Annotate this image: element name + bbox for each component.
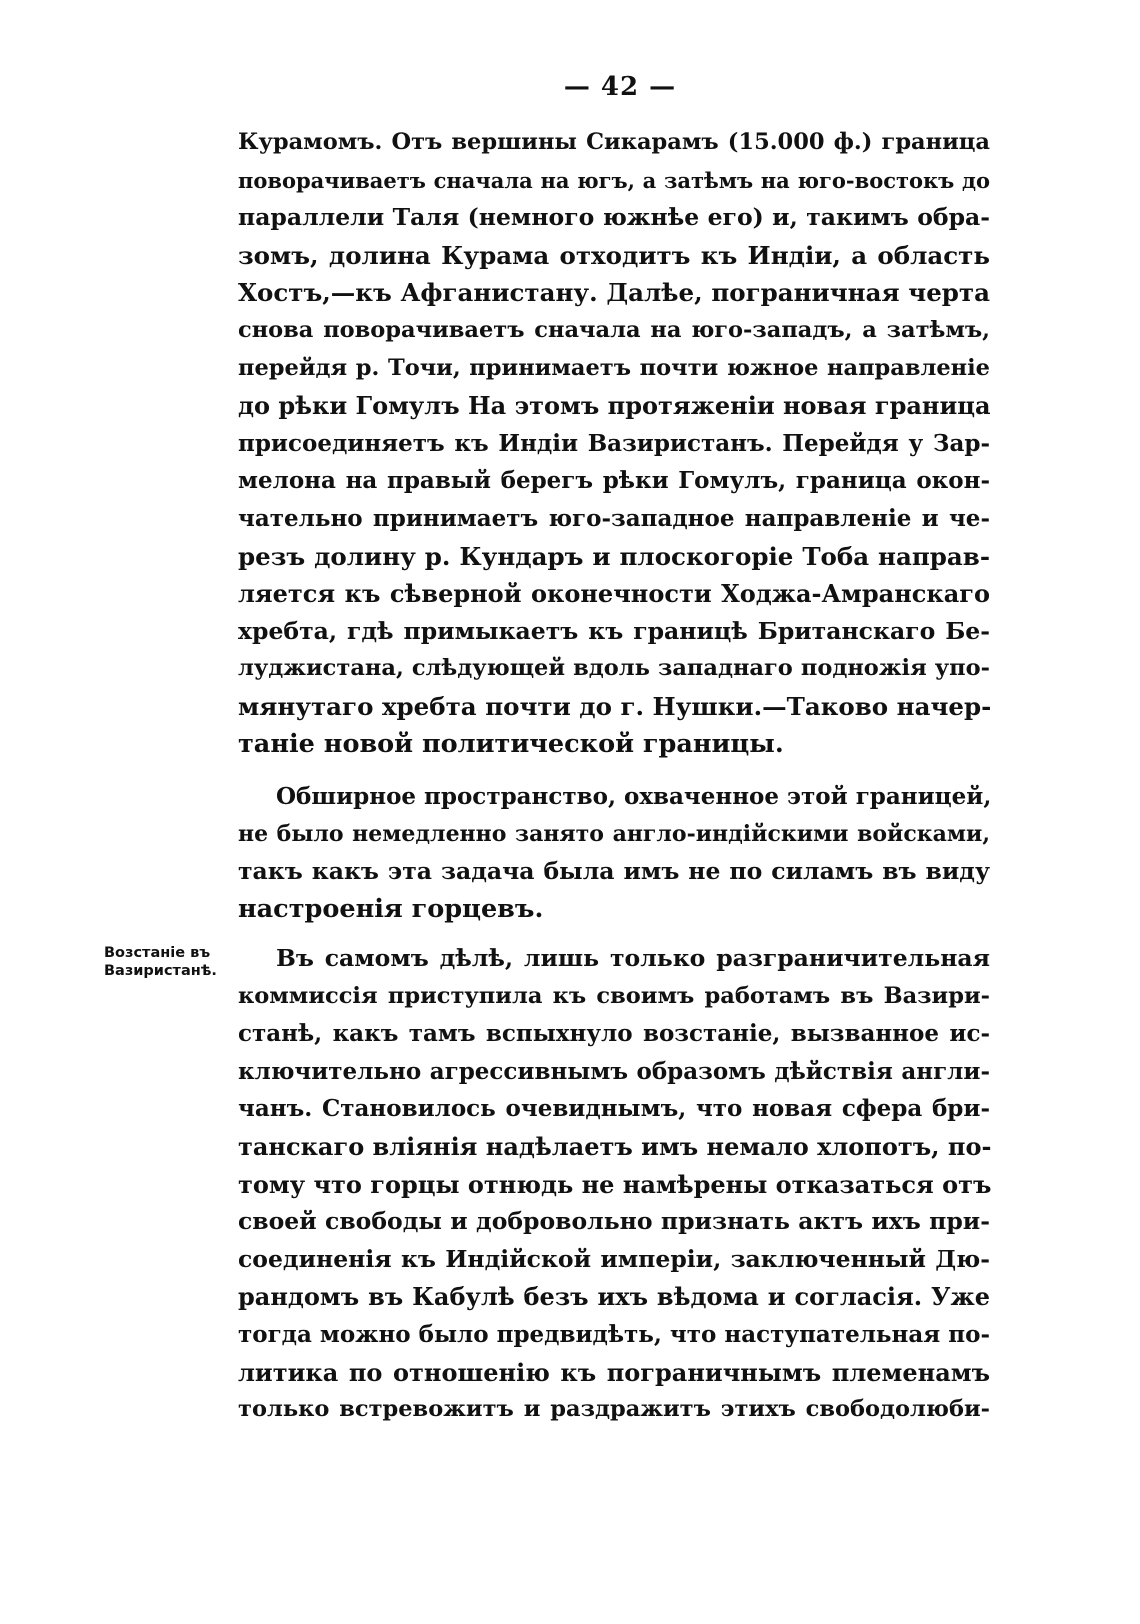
- text-line: мелона на правый берегъ рѣки Гомулъ, граница окон-: [238, 467, 990, 495]
- text-line: Курамомъ. Отъ вершины Сикарамъ (15.000 ф.) граница: [238, 129, 990, 155]
- text-line: Въ самомъ дѣлѣ, лишь только разграничительная: [276, 944, 990, 972]
- text-line: только встревожитъ и раздражитъ этихъ свободолюби-: [238, 1396, 990, 1423]
- text-line: не было немедленно занято англо-индійскими войсками,: [238, 820, 990, 847]
- text-line: станѣ, какъ тамъ вспыхнуло возстаніе, вызванное ис-: [238, 1020, 990, 1048]
- text-line: ключительно агрессивнымъ образомъ дѣйствія англи-: [238, 1057, 990, 1085]
- text-line: чательно принимаетъ юго-западное направленіе и че-: [238, 504, 990, 532]
- text-line: такъ какъ эта задача была имъ не по силамъ въ виду: [238, 857, 990, 886]
- text-line: тогда можно было предвидѣть, что наступательная по-: [238, 1320, 990, 1348]
- paragraph-3: [238, 940, 990, 1429]
- text-line: до рѣки Гомулъ На этомъ протяженіи новая граница: [238, 391, 991, 421]
- text-line: литика по отношенію къ пограничнымъ племенамъ: [238, 1357, 990, 1387]
- text-line: чанъ. Становилось очевиднымъ, что новая сфера бри-: [238, 1095, 990, 1123]
- text-line: присоединяетъ къ Индіи Вазиристанъ. Перейдя у Зар-: [238, 429, 990, 457]
- text-line: резъ долину р. Кундаръ и плоскогоріе Тоба направ-: [238, 541, 990, 571]
- text-line: зомъ, долина Курама отходитъ къ Индіи, а область: [238, 240, 990, 270]
- text-line: своей свободы и добровольно признать актъ ихъ при-: [238, 1207, 990, 1236]
- text-line: хребта, гдѣ примыкаетъ къ границѣ Британскаго Бе-: [238, 616, 990, 645]
- text-line: настроенія горцевъ.: [238, 893, 544, 924]
- text-line: луджистана, слѣдующей вдоль западнаго подножія упо-: [238, 655, 990, 682]
- text-line: таніе новой политической границы.: [238, 728, 784, 759]
- paragraph-2: [238, 778, 990, 928]
- text-line: параллели Таля (немного южнѣе его) и, такимъ обра-: [238, 203, 990, 232]
- text-line: ляется къ сѣверной оконечности Ходжа-Амранскаго: [238, 579, 990, 609]
- text-line: соединенія къ Индійской имперіи, заключенный Дю-: [238, 1244, 990, 1273]
- text-line: снова поворачиваетъ сначала на юго-западъ, а затѣмъ,: [238, 316, 990, 343]
- text-line: Обширное пространство, охваченное этой границей,: [276, 783, 992, 810]
- text-line: танскаго вліянія надѣлаетъ имъ немало хлопотъ, по-: [238, 1131, 992, 1161]
- text-line: рандомъ въ Кабулѣ безъ ихъ вѣдома и согласія. Уже: [238, 1282, 990, 1312]
- text-line: Хостъ,—къ Афганистану. Далѣе, пограничная черта: [238, 278, 990, 308]
- margin-note: [104, 944, 234, 980]
- text-line: мянутаго хребта почти до г. Нушки.—Таково начер-: [238, 691, 992, 721]
- text-line: коммиссія приступила къ своимъ работамъ въ Вазири-: [238, 982, 990, 1009]
- page-number: — 42 —: [563, 72, 677, 102]
- text-line: перейдя р. Точи, принимаетъ почти южное направленіе: [238, 354, 990, 381]
- margin-note-line: Вазиристанѣ.: [104, 963, 217, 979]
- text-line: поворачиваетъ сначала на югъ, а затѣмъ на юго-востокъ до: [238, 167, 990, 193]
- text-line: тому что горцы отнюдь не намѣрены отказаться отъ: [238, 1169, 992, 1199]
- paragraph-1: [238, 124, 990, 763]
- margin-note-line: Возстаніе въ: [104, 945, 211, 961]
